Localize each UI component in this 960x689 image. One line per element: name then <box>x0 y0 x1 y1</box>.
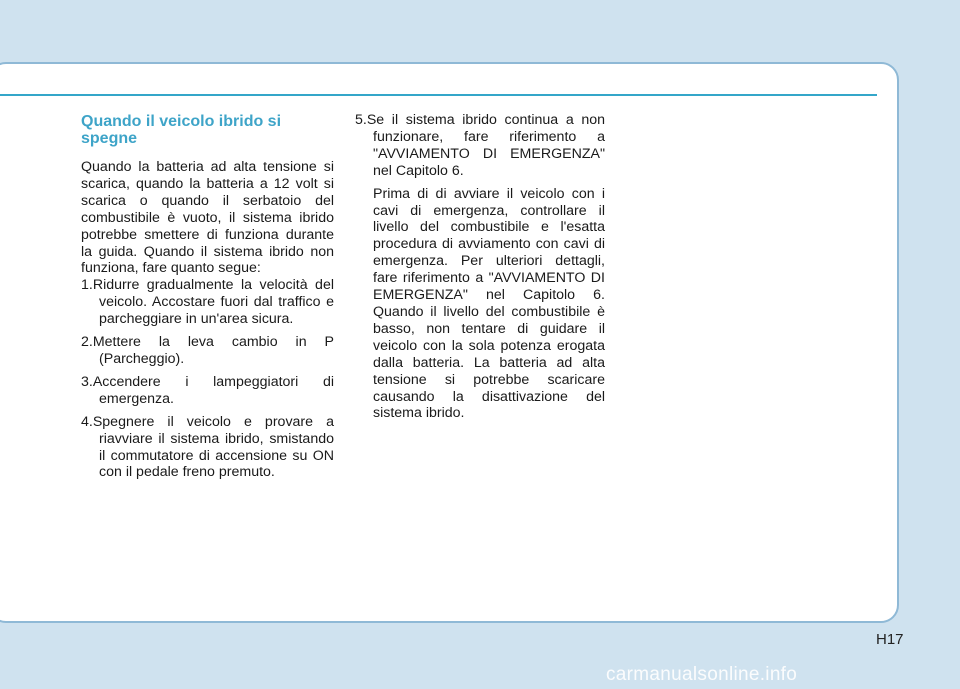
steps-list <box>81 277 334 481</box>
watermark: carmanualsonline.info <box>606 664 798 685</box>
step-item-4: 4.Spegnere il veicolo e provare a riavviare il sistema ibrido, smistando il commutatore di accensione su ON con il pedale freno premuto. <box>81 413 334 481</box>
steps-list-continued <box>355 112 605 180</box>
step-item-3: 3.Accendere i lampeggiatori di emergenza. <box>81 373 334 407</box>
section-heading: Quando il veicolo ibrido si spegne <box>81 113 282 147</box>
left-column <box>81 113 334 487</box>
page-number: H17 <box>876 631 904 648</box>
step-item-5: 5.Se il sistema ibrido continua a non funzionare, fare riferimento a "AVVIAMENTO DI EMERGENZA" nel Capitolo 6. <box>355 112 605 179</box>
step-item-2: 2.Mettere la leva cambio in P (Parcheggio). <box>81 334 334 367</box>
header-rule <box>0 94 877 96</box>
step-5-note: Prima di di avviare il veicolo con i cavi di emergenza, controllare il livello del combustibile e l'esatta procedura di avviamento con cavi di emergenza. Per ulteriori dettagli, fare riferimento a "AVVIAMENTO DI EMERGENZA" nel Capitolo 6. Quando il livello del combustibile è basso, non tentare di guidare il veicolo con la sola potenza erogata dalla batteria. La batteria ad alta tensione si potrebbe scaricare causando la disattivazione del sistema ibrido. <box>373 185 605 422</box>
intro-paragraph: Quando la batteria ad alta tensione si scarica, quando la batteria a 12 volt si scarica o quando il serbatoio del combustibile è vuoto, il sistema ibrido potrebbe smettere di funziona durante la guida. Quando il sistema ibrido non funziona, fare quanto segue: <box>81 159 334 277</box>
right-column <box>355 112 605 422</box>
step-item-1: 1.Ridurre gradualmente la velocità del veicolo. Accostare fuori dal traffico e parcheggiare in un'area sicura. <box>81 277 334 328</box>
